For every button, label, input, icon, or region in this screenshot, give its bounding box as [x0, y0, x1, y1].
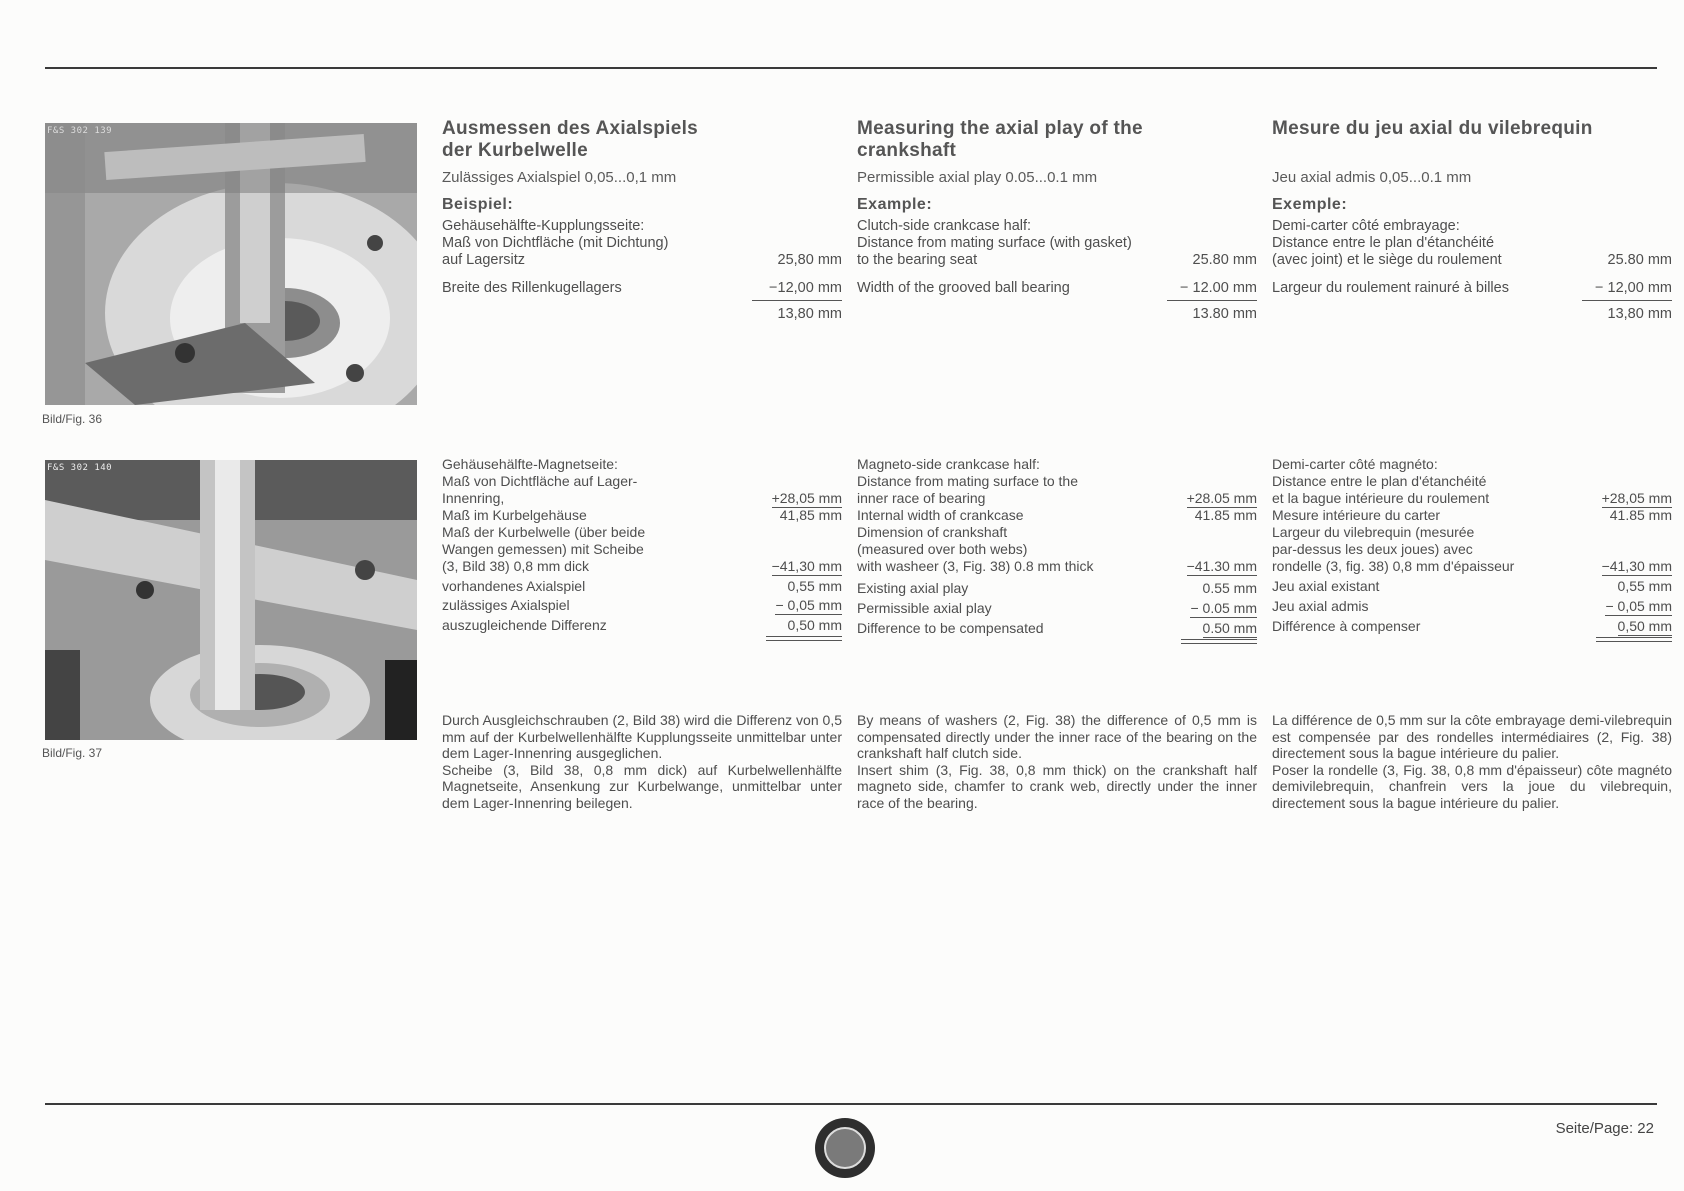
german-magneto-label: (3, Bild 38) 0,8 mm dick: [442, 558, 590, 574]
english-clutch-line3: to the bearing seat: [857, 252, 978, 268]
french-magneto-value: −41,30 mm: [1601, 558, 1672, 574]
english-clutch-line1: Clutch-side crankcase half:: [857, 218, 1032, 234]
figure-37-photo: [45, 460, 417, 740]
english-magneto-row: [857, 620, 1257, 638]
german-paragraph: Scheibe (3, Bild 38, 0,8 mm dick) auf Kurbelwellenhälfte Magnetseite, Ansenkung zur Kurbelwange, unmittelbar unter dem Lager-Innenring beilegen.: [442, 761, 842, 811]
english-clutch-value: 25.80 mm: [1192, 252, 1257, 268]
german-magneto-label: Innenring,: [442, 490, 505, 506]
english-magneto-label: Difference to be compensated: [857, 620, 1044, 636]
english-permissible-play: Permissible axial play 0.05...0.1 mm: [857, 169, 1098, 186]
german-magneto-value: 0,50 mm: [787, 617, 842, 633]
english-title-line2: crankshaft: [857, 140, 957, 161]
french-clutch-line2: Distance entre le plan d'étanchéité: [1272, 235, 1495, 251]
german-clutch-value: 25,80 mm: [777, 252, 842, 268]
german-title-line1: Ausmessen des Axialspiels: [442, 118, 699, 139]
french-magneto-row: [1272, 618, 1672, 636]
french-result-value: 13,80 mm: [1607, 306, 1672, 322]
figure-37-label: Bild/Fig. 37: [42, 746, 103, 760]
german-paragraph: Durch Ausgleichschrauben (2, Bild 38) wird die Differenz von 0,5 mm auf der Kurbelwellenhälfte Kupplungsseite unmittelbar unter dem Lager-Innenring ausgeglichen.: [442, 712, 842, 761]
german-example-heading: Beispiel:: [442, 196, 514, 213]
english-measurement-section: [857, 118, 1257, 348]
english-clutch-line2: Distance from mating surface (with gasket): [857, 235, 1132, 251]
english-magneto-label: Permissible axial play: [857, 600, 992, 616]
french-measurement-section: [1272, 118, 1672, 348]
french-magneto-label: Jeu axial existant: [1272, 578, 1380, 594]
french-paragraph: Poser la rondelle (3, Fig. 38, 0,8 mm d'épaisseur) côte magnéto demivilebrequin, chanfrein vers la joue du vilebrequin, directement sous la bague intérieure du palier.: [1272, 761, 1672, 811]
german-magneto-row: [442, 578, 842, 596]
german-clutch-line3: auf Lagersitz: [442, 252, 526, 268]
english-magneto-row: [857, 507, 1257, 525]
english-magneto-row: [857, 558, 1257, 576]
french-magneto-row: [1272, 490, 1672, 508]
french-magneto-label: Différence à compenser: [1272, 618, 1421, 634]
english-magneto-section: [857, 456, 1257, 646]
figure-36-label: Bild/Fig. 36: [42, 412, 103, 426]
german-magneto-line: Gehäusehälfte-Magnetseite:: [442, 456, 618, 472]
french-double-underline: [1596, 637, 1672, 642]
french-magneto-line: Largeur du vilebrequin (mesurée: [1272, 524, 1475, 540]
english-bearing-row: [857, 280, 1257, 298]
german-magneto-row: [442, 558, 842, 576]
english-clutch-row: [857, 252, 1257, 270]
english-magneto-line: Magneto-side crankcase half:: [857, 456, 1040, 472]
german-bearing-row: [442, 280, 842, 298]
english-magneto-line: Distance from mating surface to the: [857, 473, 1078, 489]
german-magneto-label: Maß im Kurbelgehäuse: [442, 507, 587, 523]
german-instructions: [442, 712, 842, 811]
german-magneto-value: −41,30 mm: [771, 558, 842, 574]
english-magneto-label: with washeer (3, Fig. 38) 0.8 mm thick: [857, 558, 1094, 574]
english-magneto-value: − 0.05 mm: [1190, 600, 1257, 616]
english-result-value: 13.80 mm: [1192, 306, 1257, 322]
german-sum-line: [752, 300, 842, 301]
german-bearing-label: Breite des Rillenkugellagers: [442, 280, 622, 296]
english-magneto-line: (measured over both webs): [857, 541, 1028, 557]
english-example-heading: Example:: [857, 196, 933, 213]
figure-36-photo: [45, 123, 417, 405]
french-sum-line: [1582, 300, 1672, 301]
english-magneto-label: Existing axial play: [857, 580, 969, 596]
french-magneto-label: et la bague intérieure du roulement: [1272, 490, 1490, 506]
french-clutch-row: [1272, 252, 1672, 270]
german-result-row: [442, 306, 842, 324]
german-magneto-row: [442, 617, 842, 635]
german-magneto-label: zulässiges Axialspiel: [442, 597, 570, 613]
french-bearing-value: − 12,00 mm: [1595, 280, 1672, 296]
french-result-row: [1272, 306, 1672, 324]
german-magneto-value: − 0,05 mm: [775, 597, 842, 613]
french-magneto-row: [1272, 578, 1672, 596]
brand-logo-icon: [815, 1118, 875, 1178]
french-title-line1: Mesure du jeu axial du vilebrequin: [1272, 118, 1593, 139]
english-magneto-row: [857, 580, 1257, 598]
top-rule: [45, 67, 1657, 69]
english-magneto-row: [857, 600, 1257, 618]
french-magneto-row: [1272, 507, 1672, 525]
german-magneto-line: Wangen gemessen) mit Scheibe: [442, 541, 644, 557]
german-magneto-line: Maß von Dichtfläche auf Lager-: [442, 473, 638, 489]
french-magneto-row: [1272, 598, 1672, 616]
german-clutch-line2: Maß von Dichtfläche (mit Dichtung): [442, 235, 669, 251]
french-bearing-label: Largeur du roulement rainuré à billes: [1272, 280, 1509, 296]
french-bearing-row: [1272, 280, 1672, 298]
german-clutch-line1: Gehäusehälfte-Kupplungsseite:: [442, 218, 645, 234]
figure-36-tag: F&S 302 139: [47, 126, 113, 136]
french-instructions: [1272, 712, 1672, 811]
english-double-underline: [1181, 639, 1257, 644]
french-magneto-value: 0,50 mm: [1617, 618, 1672, 634]
english-magneto-row: [857, 490, 1257, 508]
german-magneto-value: 41,85 mm: [779, 507, 842, 523]
german-title-line2: der Kurbelwelle: [442, 140, 588, 161]
french-magneto-line: Demi-carter côté magnéto:: [1272, 456, 1438, 472]
french-magneto-line: Distance entre le plan d'étanchéité: [1272, 473, 1487, 489]
english-result-row: [857, 306, 1257, 324]
german-measurement-section: [442, 118, 842, 348]
german-magneto-section: [442, 456, 842, 646]
german-result-value: 13,80 mm: [777, 306, 842, 322]
english-bearing-label: Width of the grooved ball bearing: [857, 280, 1070, 296]
english-magneto-value: 0.55 mm: [1202, 580, 1257, 596]
french-magneto-label: rondelle (3, fig. 38) 0,8 mm d'épaisseur: [1272, 558, 1515, 574]
french-magneto-section: [1272, 456, 1672, 646]
french-clutch-line3: (avec joint) et le siège du roulement: [1272, 252, 1502, 268]
german-double-underline: [766, 636, 842, 641]
french-magneto-line: par-dessus les deux joues) avec: [1272, 541, 1473, 557]
french-magneto-label: Jeu axial admis: [1272, 598, 1369, 614]
english-paragraph: Insert shim (3, Fig. 38, 0,8 mm thick) on the crankshaft half magneto side, chamfer to crank web, directly under the inner race of the bearing.: [857, 761, 1257, 811]
german-magneto-row: [442, 490, 842, 508]
french-example-heading: Exemple:: [1272, 196, 1348, 213]
french-clutch-line1: Demi-carter côté embrayage:: [1272, 218, 1460, 234]
english-magneto-value: +28.05 mm: [1186, 490, 1257, 506]
german-magneto-row: [442, 597, 842, 615]
english-magneto-value: 41.85 mm: [1194, 507, 1257, 523]
german-magneto-label: auszugleichende Differenz: [442, 617, 607, 633]
page-number: Seite/Page: 22: [1555, 1120, 1654, 1137]
french-magneto-row: [1272, 558, 1672, 576]
french-magneto-label: Mesure intérieure du carter: [1272, 507, 1441, 523]
bottom-rule: [45, 1103, 1657, 1105]
german-magneto-label: vorhandenes Axialspiel: [442, 578, 586, 594]
french-permissible-play: Jeu axial admis 0,05...0.1 mm: [1272, 169, 1472, 186]
german-magneto-line: Maß der Kurbelwelle (über beide: [442, 524, 646, 540]
english-magneto-value: −41.30 mm: [1186, 558, 1257, 574]
french-magneto-value: 0,55 mm: [1617, 578, 1672, 594]
english-title-line1: Measuring the axial play of the: [857, 118, 1143, 139]
french-clutch-value: 25.80 mm: [1607, 252, 1672, 268]
german-bearing-value: −12,00 mm: [769, 280, 842, 296]
english-magneto-label: inner race of bearing: [857, 490, 986, 506]
english-sum-line: [1167, 300, 1257, 301]
english-instructions: [857, 712, 1257, 811]
english-bearing-value: − 12.00 mm: [1180, 280, 1257, 296]
german-magneto-row: [442, 507, 842, 525]
german-magneto-value: 0,55 mm: [787, 578, 842, 594]
english-magneto-label: Internal width of crankcase: [857, 507, 1024, 523]
german-clutch-row: [442, 252, 842, 270]
english-magneto-value: 0.50 mm: [1202, 620, 1257, 636]
french-magneto-value: − 0,05 mm: [1605, 598, 1672, 614]
french-paragraph: La différence de 0,5 mm sur la côte embrayage demi-vilebrequin est compensée par des rondelles intermédiaires (2, Fig. 38) directement sous la bague intérieure du palier.: [1272, 712, 1672, 761]
figure-37-tag: F&S 302 140: [47, 463, 113, 473]
french-magneto-value: 41.85 mm: [1609, 507, 1672, 523]
english-paragraph: By means of washers (2, Fig. 38) the difference of 0,5 mm is compensated directly under the inner race of the bearing on the crankshaft half clutch side.: [857, 712, 1257, 761]
french-magneto-value: +28,05 mm: [1601, 490, 1672, 506]
english-magneto-line: Dimension of crankshaft: [857, 524, 1008, 540]
german-permissible-play: Zulässiges Axialspiel 0,05...0,1 mm: [442, 169, 677, 186]
german-magneto-value: +28,05 mm: [771, 490, 842, 506]
